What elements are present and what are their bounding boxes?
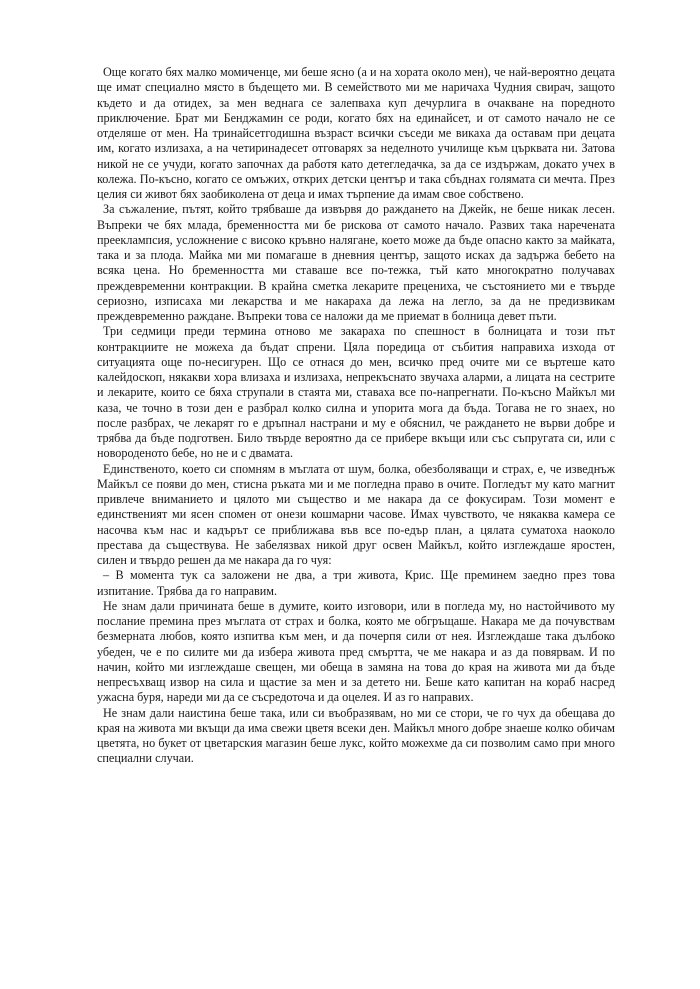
paragraph: Не знам дали наистина беше така, или си въобразявам, но ми се стори, че го чух да обещава до края на живота ми вкъщи да има свежи цветя всеки ден. Майкъл много добре знаеше колко обичам цветята, но букет от цветарския магазин беше лукс, който можехме да си позволим само при много специални случаи. [97,705,615,766]
paragraph: Още когато бях малко момиченце, ми беше ясно (а и на хората около мен), че най-вероятно децата ще имат специално място в бъдещето ми. В семейството ми ме наричаха Чудния свирач, защото където и да отидех, за мен веднага се залепваха куп дечурлига в очакване на поредното приключение. Брат ми Бенджамин се роди, когато бях на единайсет, и от самото начало не се отделяше от мен. На тринайсетгодишна възраст всички съседи ме викаха да оставам при децата им, когато излизаха, а на четиринадесет отговарях за неделното училище към църквата ни. Затова никой не се учуди, когато започнах да работя като детегледачка, за да се издържам, докато учех в колежа. По-късно, когато се омъжих, открих детски център и така сбъднах голямата си мечта. През целия си живот бях заобиколена от деца и имах търпение да имам свое собствено. [97,65,615,201]
body-text [97,65,615,767]
paragraph: Три седмици преди термина отново ме закараха по спешност в болницата и този път контракциите не можеха да бъдат спрени. Цяла поредица от събития направиха изхода от ситуацията още по-несигурен. Що се отнася до мен, всичко пред очите ми се въртеше като калейдоскоп, някакви хора влизаха и излизаха, непрекъснато звучаха аларми, а лицата на сестрите и лекарите, които се бяха струпали в стаята ми, ставаха все по-напрегнати. По-късно Майкъл ми каза, че точно в този ден е разбрал колко силна и упорита мога да бъда. Тогава не го знаех, но после разбрах, че лекарят го е дръпнал настрани и му е обяснил, че раждането не върви добре и трябва да бъде подготвен. Било твърде вероятно да се прибере вкъщи или със съпругата си, или с новороденото бебе, но не и с двамата. [97,324,615,461]
paragraph: За съжаление, пътят, който трябваше да извървя до раждането на Джейк, не беше никак лесен. Въпреки че бях млада, бременността ми бе рискова от самото начало. Развих така наречената прееклампсия, усложнение с високо кръвно налягане, което може да бъде опасно както за майката, така и за плода. Майка ми ми помагаше в дневния център, защото исках да задържа бебето на всяка цена. Но бременността ми ставаше все по-тежка, тъй като многократно получавах преждевременни контракции. В крайна сметка лекарите прецениха, че състоянието ми е твърде сериозно, изписаха ми лекарства и ме накараха да лежа на легло, за да не предизвикам преждевременно раждане. Въпреки това се наложи да ме приемат в болница девет пъти. [97,202,615,323]
paragraph: – В момента тук са заложени не два, а три живота, Крис. Ще преминем заедно през това изпитание. Трябва да го направим. [97,568,615,598]
paragraph: Единственото, което си спомням в мъглата от шум, болка, обезболяващи и страх, е, че изведнъж Майкъл се появи до мен, стисна ръката ми и ме погледна право в очите. Погледът му като магнит привлече вниманието и цялото ми същество и ме накара да се фокусирам. Този момент е единственият ми ясен спомен от онези кошмарни часове. Имах чувството, че някаква камера се насочва към нас и кадърът се приближава във все по-едър план, а цялата суматоха наоколо престава да съществува. Не забелязвах никой друг освен Майкъл, който изглеждаше яростен, силен и твърдо решен да ме накара да го чуя: [97,461,615,567]
paragraph: Не знам дали причината беше в думите, които изговори, или в погледа му, но настойчивото му послание премина през мъглата от страх и болка, която ме обгръщаше. Накара ме да почувствам безмерната любов, която изпитва към мен, и да почерпя сили от нея. Изглеждаше така дълбоко убеден, че е по силите ми да избера живота пред смъртта, че ме накара и аз да повярвам. И по начин, който ми изглеждаше свещен, ми обеща в замяна на това до края на живота ми да бъде непресъхващ извор на сила и щастие за мен и за детето ни. Беше като капитан на кораб насред ужасна буря, нареди ми да се съсредоточа и да оцелея. И аз го направих. [97,598,615,705]
